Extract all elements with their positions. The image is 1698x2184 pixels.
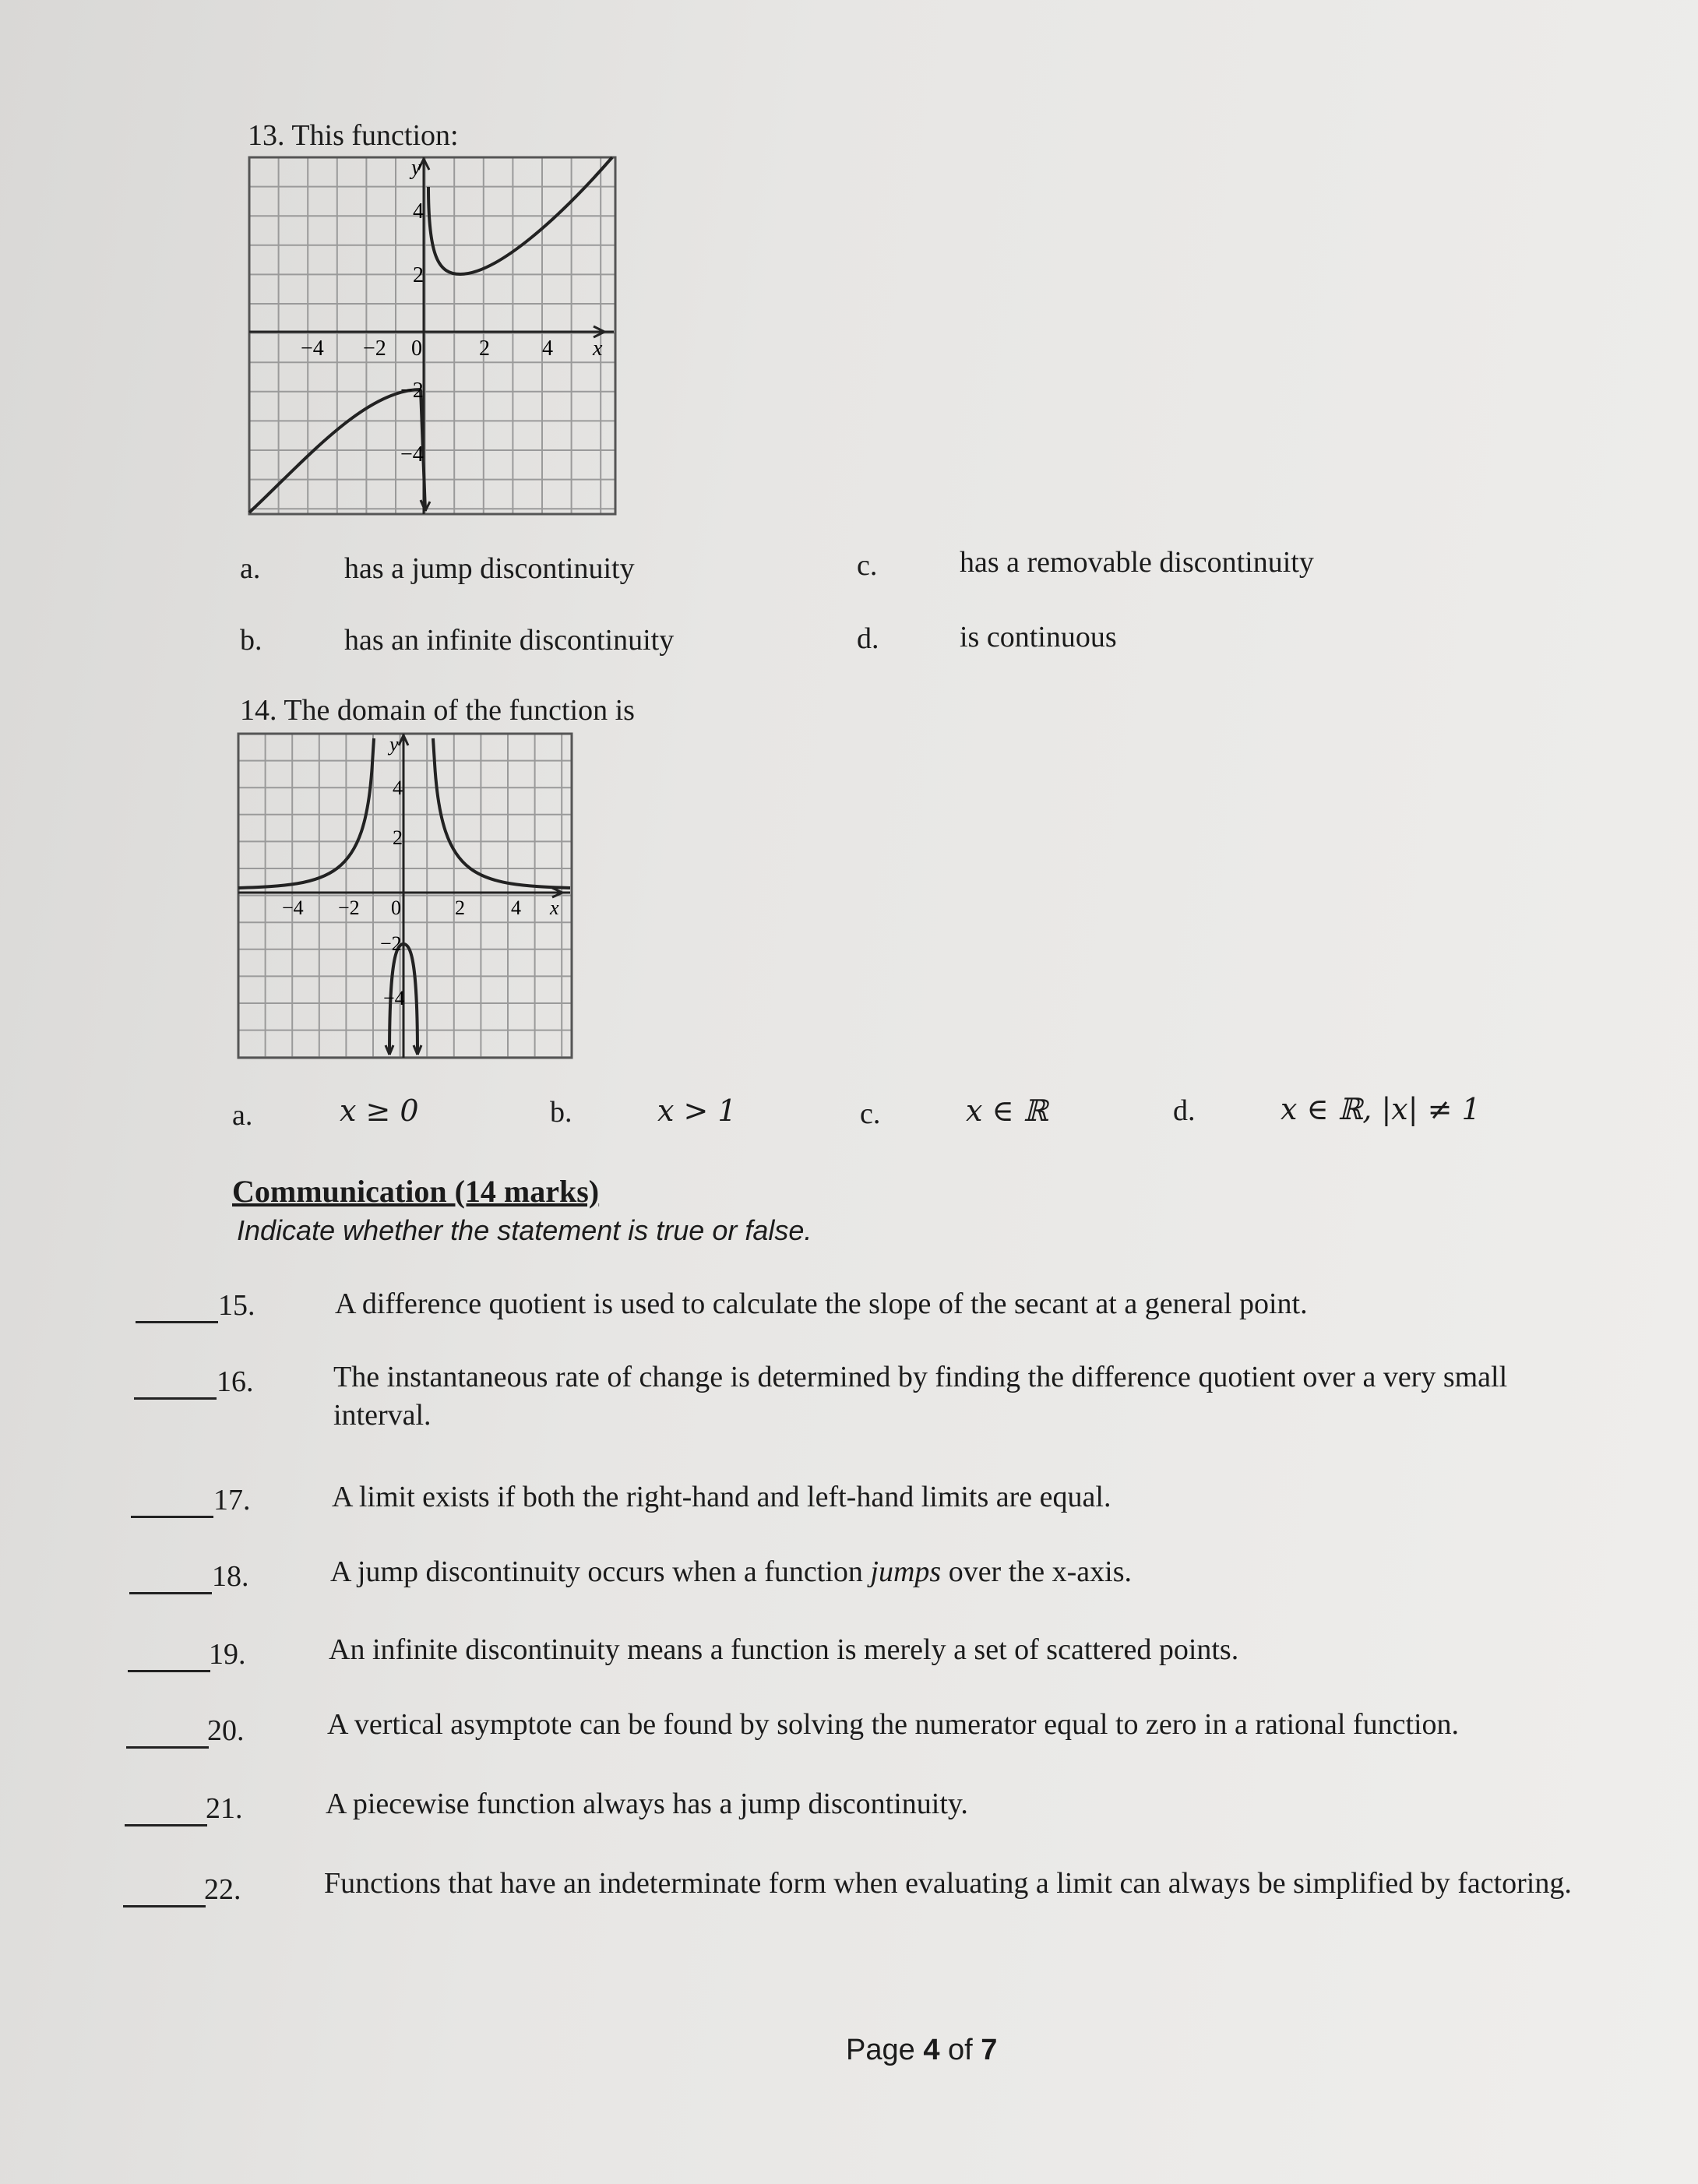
q14-xtick: 2	[455, 896, 465, 919]
q13-option-d-text: is continuous	[960, 621, 1117, 653]
statement-text: An infinite discontinuity means a function is merely a set of scattered points.	[329, 1633, 1239, 1666]
statement-number: 20.	[207, 1714, 245, 1747]
q13-prompt: 13. This function:	[248, 119, 459, 152]
q13-graph	[248, 156, 617, 516]
q14-ytick: −2	[380, 932, 402, 955]
statement-text: The instantaneous rate of change is determined by finding the difference quotient over a very small interval.	[333, 1361, 1508, 1432]
statement-text: A difference quotient is used to calculate the slope of the secant at a general point.	[335, 1288, 1308, 1320]
q14-option-c-text: x ∈ ℝ	[966, 1094, 1048, 1128]
q13-option-b-letter: b.	[240, 624, 262, 657]
q14-option-d-letter: d.	[1173, 1094, 1196, 1127]
q13-option-b-text: has an infinite discontinuity	[344, 624, 675, 657]
q14-xtick: −4	[282, 896, 304, 919]
q14-option-d-text: x ∈ ℝ, |x| ≠ 1	[1281, 1092, 1481, 1126]
q14-graph	[237, 732, 573, 1059]
answer-blank-18[interactable]	[129, 1592, 212, 1594]
statement-number: 22.	[204, 1873, 241, 1906]
q14-xtick: −2	[338, 896, 360, 919]
statement-text: A limit exists if both the right-hand and left-hand limits are equal.	[332, 1481, 1111, 1513]
q14-ytick: 2	[393, 826, 403, 849]
answer-blank-22[interactable]	[123, 1905, 206, 1907]
q14-prompt: 14. The domain of the function is	[240, 694, 635, 727]
q14-option-b-letter: b.	[550, 1096, 572, 1129]
q13-ytick: 2	[413, 263, 424, 287]
q13-xtick: 2	[479, 336, 490, 361]
statement-text: A vertical asymptote can be found by solving the numerator equal to zero in a rational function.	[327, 1708, 1460, 1741]
q13-option-d-letter: d.	[857, 622, 879, 655]
statement-text: Functions that have an indeterminate form when evaluating a limit can always be simplified by factoring.	[324, 1867, 1572, 1900]
section-heading: Communication (14 marks)	[232, 1174, 600, 1209]
q14-option-a-letter: a.	[232, 1099, 253, 1132]
q13-option-c-text: has a removable discontinuity	[960, 546, 1314, 579]
statement-number: 15.	[218, 1289, 255, 1322]
q13-option-a-letter: a.	[240, 552, 261, 585]
q14-option-c-letter: c.	[860, 1097, 881, 1130]
q14-ytick: 4	[393, 777, 403, 799]
q13-option-c-letter: c.	[857, 549, 878, 582]
q13-ytick: −2	[400, 379, 424, 403]
answer-blank-16[interactable]	[134, 1397, 217, 1400]
statement-text: A piecewise function always has a jump discontinuity.	[326, 1788, 968, 1820]
statement-number: 19.	[209, 1638, 246, 1671]
q14-option-a-text: x ≥ 0	[340, 1094, 419, 1128]
q13-xtick: 0	[411, 336, 422, 361]
q14-x-label: x	[550, 896, 559, 919]
statement-number: 16.	[217, 1365, 254, 1398]
answer-blank-21[interactable]	[125, 1824, 207, 1826]
q14-xtick: 4	[511, 896, 521, 919]
q13-xtick: 4	[542, 336, 553, 361]
statement-text: A jump discontinuity occurs when a function jumps over the x-axis.	[330, 1555, 1132, 1588]
answer-blank-19[interactable]	[128, 1670, 210, 1672]
q13-xtick: −2	[363, 336, 386, 361]
statement-number: 21.	[206, 1792, 243, 1825]
section-instruction: Indicate whether the statement is true or false.	[237, 1214, 812, 1246]
q14-y-label: y	[389, 733, 399, 756]
q13-xtick: −4	[301, 336, 324, 361]
page-footer: Page 4 of 7	[846, 2034, 998, 2066]
q14-ytick: −4	[383, 987, 405, 1009]
q14-option-b-text: x > 1	[657, 1094, 737, 1128]
answer-blank-20[interactable]	[126, 1746, 209, 1749]
q13-ytick: 4	[413, 199, 424, 224]
answer-blank-17[interactable]	[131, 1516, 213, 1518]
q13-option-a-text: has a jump discontinuity	[344, 552, 635, 585]
statement-number: 17.	[213, 1484, 251, 1516]
answer-blank-15[interactable]	[136, 1321, 218, 1323]
statement-number: 18.	[212, 1560, 249, 1593]
q14-xtick: 0	[391, 896, 401, 919]
q13-x-label: x	[593, 336, 603, 361]
q13-ytick: −4	[400, 442, 424, 467]
q13-y-label: y	[411, 156, 421, 180]
